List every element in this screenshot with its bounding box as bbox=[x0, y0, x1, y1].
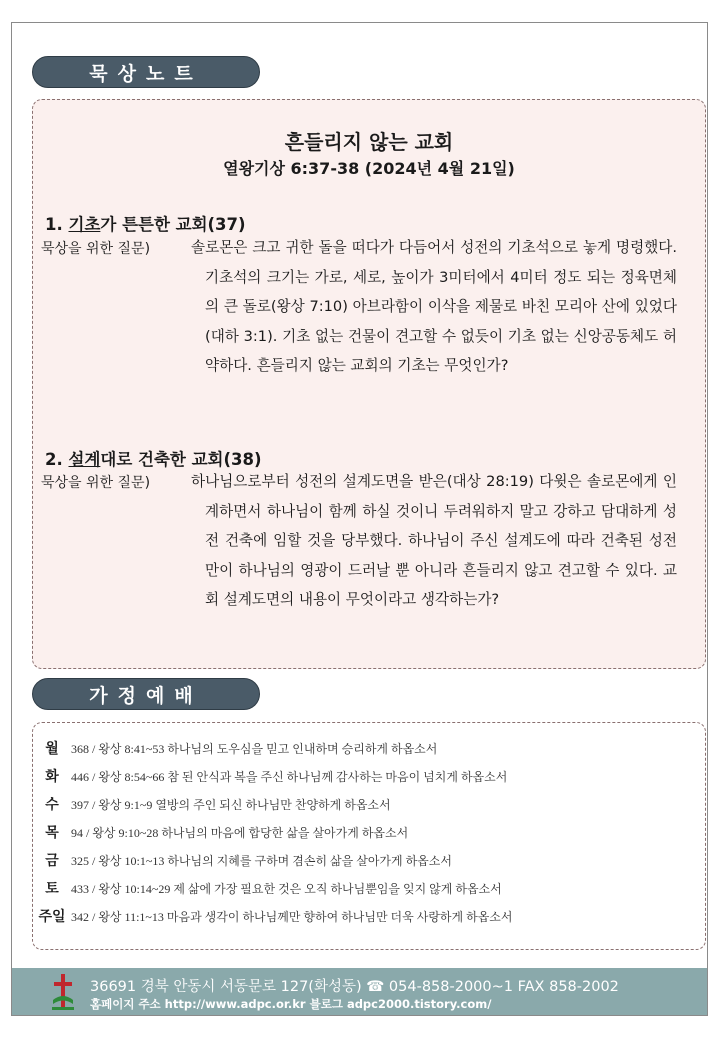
footer-web: 홈페이지 주소 http://www.adpc.or.kr 블로그 adpc2000.tistory.com/ bbox=[90, 997, 492, 1011]
worship-section-title: 가정예배 bbox=[32, 678, 260, 710]
worship-entry: 446 / 왕상 8:54~66 참 된 안식과 복을 주신 하나님께 감사하는 마음이 넘치게 하옵소서 bbox=[71, 769, 508, 784]
worship-row bbox=[33, 736, 437, 760]
worship-day: 목 bbox=[45, 825, 59, 841]
worship-entry: 433 / 왕상 10:14~29 제 삶에 가장 필요한 것은 오직 하나님뿐임을 잊지 않게 하옵소서 bbox=[71, 881, 502, 896]
point-1-question: 솔로몬은 크고 귀한 돌을 떠다가 다듬어서 성전의 기초석으로 놓게 명령했다. 기초석의 크기는 가로, 세로, 높이가 3미터에서 4미터 정도 되는 정육면체의 큰 돌로(왕상 7:10) 아브라함이 이삭을 제물로 바친 모리아 산에 있었다(대하 3:1). 기초 없는 건물이 견고할 수 없듯이 기초 없는 신앙공동체도 허약하다. 흔들리지 않는 교회의 기초는 무엇인가? bbox=[191, 239, 677, 374]
footer-address: 36691 경북 안동시 서동문로 127(화성동) ☎ 054-858-2000~1 FAX 858-2002 bbox=[90, 979, 619, 995]
worship-entry: 325 / 왕상 10:1~13 하나님의 지혜를 구하며 겸손히 삶을 살아가게 하옵소서 bbox=[71, 853, 452, 868]
worship-day: 월 bbox=[45, 741, 59, 757]
point-1-keyword: 기초 bbox=[68, 215, 101, 234]
worship-entry: 342 / 왕상 11:1~13 마음과 생각이 하나님께만 향하여 하나님만 더욱 사랑하게 하옵소서 bbox=[71, 909, 513, 924]
worship-box bbox=[32, 722, 706, 950]
worship-day: 주일 bbox=[38, 909, 66, 925]
worship-row bbox=[33, 792, 391, 816]
church-logo-icon bbox=[50, 972, 76, 1012]
worship-row bbox=[33, 876, 502, 900]
point-2-rest: 대로 건축한 교회(38) bbox=[100, 450, 262, 469]
worship-day: 수 bbox=[45, 797, 59, 813]
point-2-question-label: 묵상을 위한 질문) bbox=[41, 475, 151, 491]
point-1-num: 1. bbox=[45, 215, 63, 234]
worship-day: 금 bbox=[45, 853, 59, 869]
sermon-reference: 열왕기상 6:37-38 (2024년 4월 21일) bbox=[223, 159, 515, 178]
worship-entry: 397 / 왕상 9:1~9 열방의 주인 되신 하나님만 찬양하게 하옵소서 bbox=[71, 797, 391, 812]
point-1-question-label: 묵상을 위한 질문) bbox=[41, 241, 151, 257]
meditation-section-title: 묵상노트 bbox=[32, 56, 260, 88]
point-2-keyword: 설계 bbox=[68, 450, 101, 469]
worship-entry: 94 / 왕상 9:10~28 하나님의 마음에 합당한 삶을 살아가게 하옵소서 bbox=[71, 825, 409, 840]
worship-row bbox=[33, 764, 507, 788]
worship-entry: 368 / 왕상 8:41~53 하나님의 도우심을 믿고 인내하며 승리하게 하옵소서 bbox=[71, 741, 438, 756]
point-1-rest: 가 튼튼한 교회(37) bbox=[100, 215, 246, 234]
worship-row bbox=[33, 904, 512, 928]
point-2-question: 하나님으로부터 성전의 설계도면을 받은(대상 28:19) 다윗은 솔로몬에게 인계하면서 하나님이 함께 하실 것이니 두려워하지 말고 강하고 담대하게 성전 건축에 임할 것을 당부했다. 하나님이 주신 설계도에 따라 건축된 성전만이 하나님의 영광이 드러날 뿐 아니라 흔들리지 않고 견고할 수 있다. 교회 설계도면의 내용이 무엇이라고 생각하는가? bbox=[191, 473, 677, 608]
worship-row bbox=[33, 820, 408, 844]
worship-row bbox=[33, 848, 452, 872]
sermon-title: 흔들리지 않는 교회 bbox=[284, 130, 454, 154]
point-2-num: 2. bbox=[45, 450, 63, 469]
worship-day: 화 bbox=[45, 769, 59, 785]
point-1-heading bbox=[45, 211, 246, 235]
meditation-box bbox=[32, 99, 706, 669]
worship-day: 토 bbox=[45, 881, 59, 897]
footer bbox=[12, 968, 707, 1015]
